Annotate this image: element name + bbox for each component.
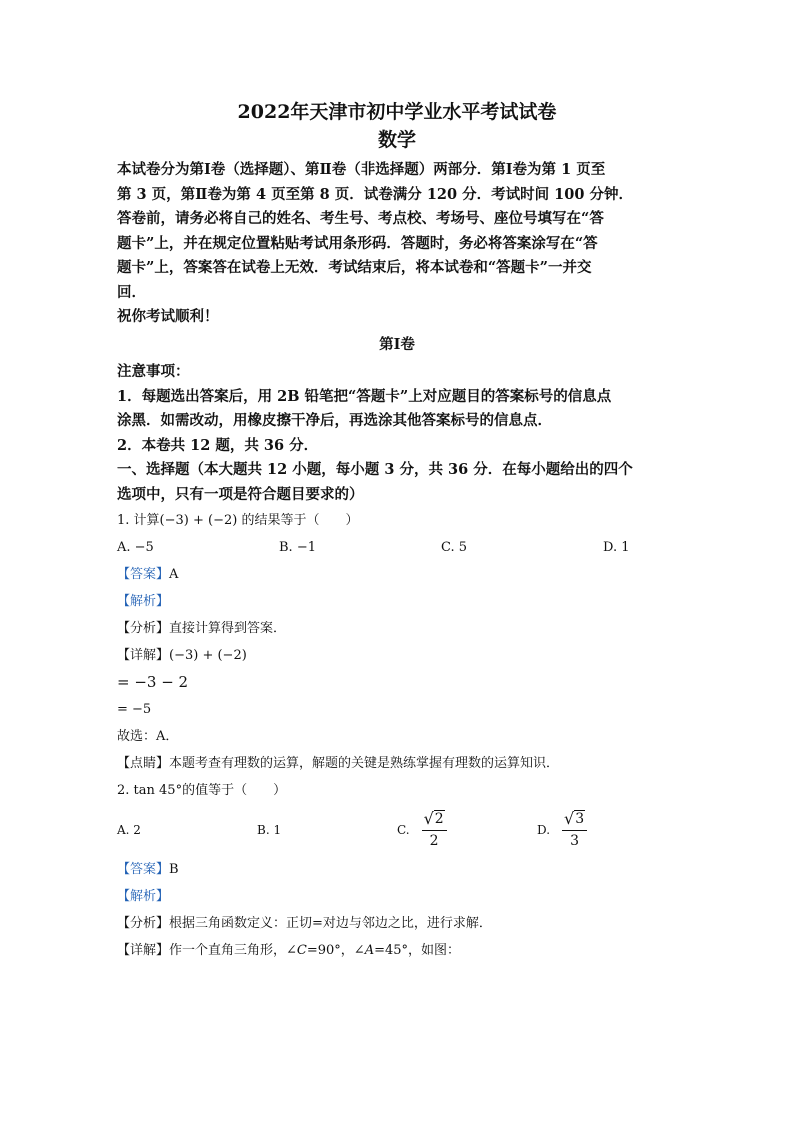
notes-line: 注意事项： [117,363,190,380]
question-2: 2. tan 45°的值等于（ ） [117,783,287,798]
q2-answer: 【答案】B [117,862,179,877]
q1-answer: 【答案】A [117,567,179,582]
question-1: 1. 计算(−3) + (−2) 的结果等于（ ） [117,513,359,528]
intro-line: 回． [117,283,146,301]
intro-line: 题卡”上，并在规定位置粘贴考试用条形码．答题时，务必将答案涂写在“答 [117,234,598,252]
q1-step-2: = −5 [117,702,152,717]
q1-analysis: 【解析】 [117,594,170,609]
notes-line: 一、选择题（本大题共 12 小题，每小题 3 分，共 36 分．在每小题给出的四个 [117,461,633,478]
q1-options [117,534,677,561]
q1-option-d: D. 1 [603,540,630,555]
exam-subject: 数学 [377,129,416,151]
q2-option-c-fraction: √ 2 2 [422,810,447,851]
q2-options [117,804,677,856]
notes-line: 2．本卷共 12 题，共 36 分． [117,436,319,454]
notes-line: 1．每题选出答案后，用 2B 铅笔把“答题卡”上对应题目的答案标号的信息点 [117,387,612,405]
intro-line: 题卡”上，答案答在试卷上无效．考试结束后，将本试卷和“答题卡”一并交 [117,259,592,276]
notes-line: 选项中，只有一项是符合题目要求的） [117,485,364,503]
q2-option-b: B. 1 [257,823,282,837]
sqrt-icon: √ [564,808,575,828]
section-title: 第Ⅰ卷 [379,335,415,353]
q1-step-1: = −3 − 2 [117,673,189,691]
exam-title: 2022年天津市初中学业水平考试试卷 [237,101,557,123]
intro-line: 第 3 页，第Ⅱ卷为第 4 页至第 8 页．试卷满分 120 分．考试时间 100 分钟． [117,185,634,203]
notes-line: 涂黑．如需改动，用橡皮擦干净后，再选涂其他答案标号的信息点． [117,412,552,429]
q1-option-c: C. 5 [441,540,468,555]
q2-option-d: D. √ 3 3 [537,810,677,851]
q2-fenxi: 【分析】根据三角函数定义：正切=对边与邻边之比，进行求解． [117,916,492,931]
q1-xiangjie: 【详解】(−3) + (−2) [117,648,247,663]
q2-option-a: A. 2 [117,823,141,837]
sqrt-icon: √ [423,808,434,828]
intro-line: 祝你考试顺利！ [117,308,219,325]
q1-choose: 故选：A． [117,729,179,744]
q1-dianjing: 【点睛】本题考查有理数的运算，解题的关键是熟练掌握有理数的运算知识． [117,756,560,771]
q1-expression: (−3) + (−2) [159,513,238,528]
q2-option-c: C. √ 2 2 [397,810,537,851]
q2-xiangjie: 【详解】作一个直角三角形，∠C=90°，∠A=45°，如图： [117,943,461,958]
intro-line: 本试卷分为第Ⅰ卷（选择题）、第Ⅱ卷（非选择题）两部分．第Ⅰ卷为第 1 页至 [117,161,606,178]
q1-option-b: B. −1 [279,540,316,555]
q2-option-d-fraction: √ 3 3 [562,810,587,851]
q2-expression: tan 45° [133,783,183,798]
q1-option-a: A. −5 [117,540,154,555]
document-page [117,98,677,964]
intro-line: 答卷前，请务必将自己的姓名、考生号、考点校、考场号、座位号填写在“答 [117,210,604,227]
q1-fenxi: 【分析】直接计算得到答案． [117,621,287,636]
q2-analysis: 【解析】 [117,889,170,904]
